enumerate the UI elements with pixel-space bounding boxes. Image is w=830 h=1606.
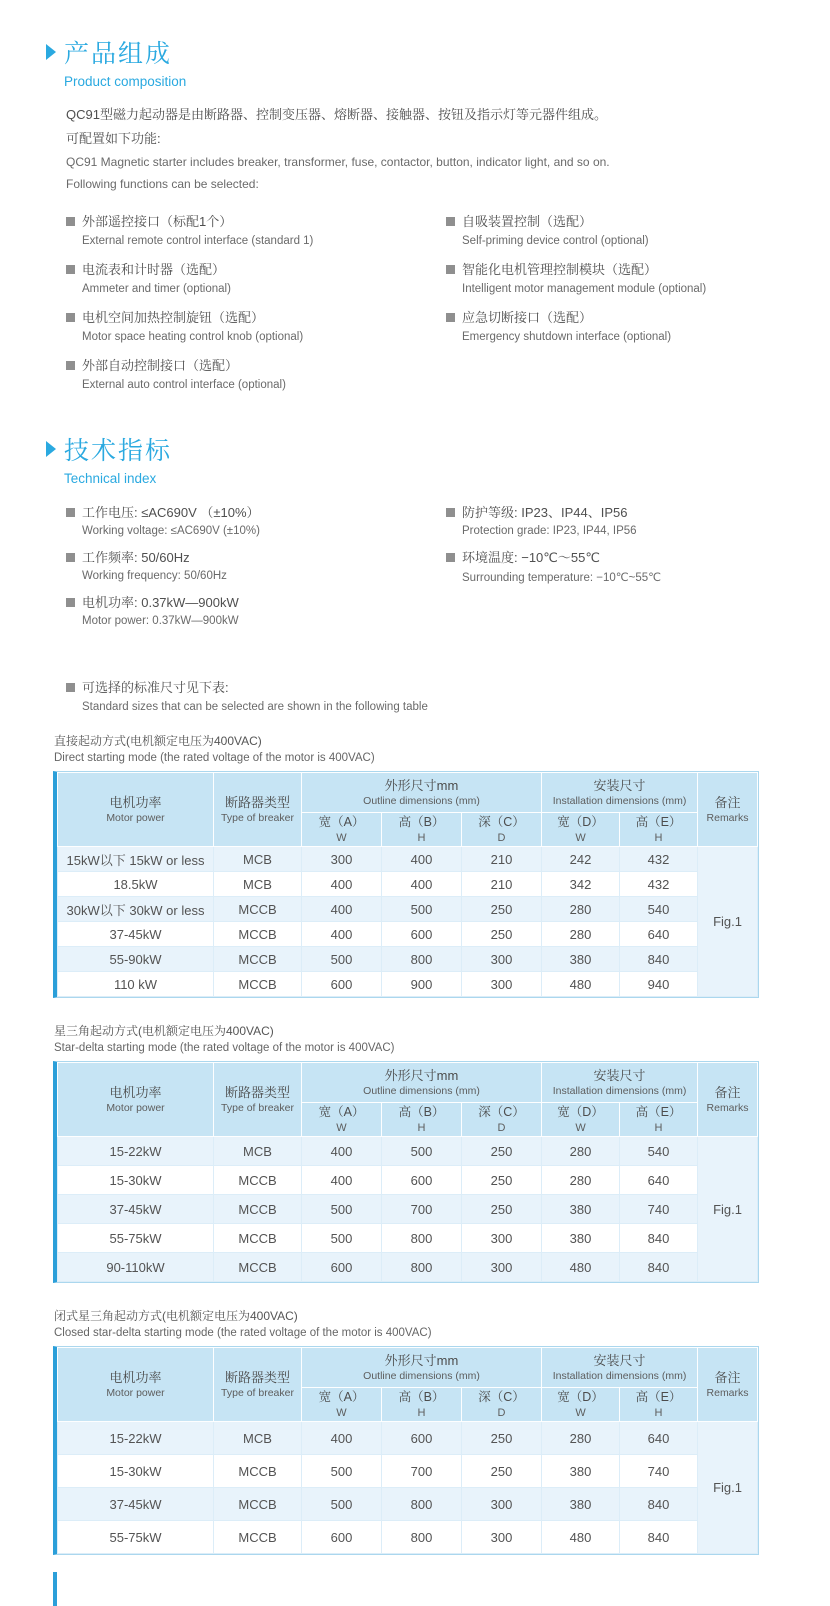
square-bullet-icon xyxy=(66,217,75,226)
table-cell: 15-30kW xyxy=(58,1455,214,1488)
table-cell: 37-45kW xyxy=(58,922,214,947)
section-title-en: Technical index xyxy=(64,471,157,486)
table-row xyxy=(58,1488,758,1521)
square-bullet-icon xyxy=(446,508,455,517)
table-cell: 250 xyxy=(462,1422,542,1455)
table-cell: 400 xyxy=(302,897,382,922)
square-bullet-icon xyxy=(446,553,455,562)
table-row xyxy=(58,872,758,897)
feature-label-en: Ammeter and timer (optional) xyxy=(82,283,231,295)
table-cell: 640 xyxy=(620,1166,698,1195)
table-row xyxy=(58,1063,758,1103)
table-cell: 210 xyxy=(462,872,542,897)
table-cell: 740 xyxy=(620,1455,698,1488)
features-right xyxy=(446,211,794,403)
table-cell: 110 kW xyxy=(58,972,214,997)
feature-item xyxy=(66,259,446,295)
square-bullet-icon xyxy=(446,265,455,274)
feature-label-en: External auto control interface (optional) xyxy=(82,379,286,391)
table-cell: 380 xyxy=(542,1455,620,1488)
table-row xyxy=(58,773,758,813)
table-cell: 280 xyxy=(542,897,620,922)
table-cell: 400 xyxy=(302,872,382,897)
table-cell: 250 xyxy=(462,1137,542,1166)
table-caption-cn: 闭式星三角起动方式(电机额定电压为400VAC) xyxy=(54,1309,298,1323)
table-cell: 500 xyxy=(382,897,462,922)
feature-item xyxy=(446,307,794,343)
square-bullet-icon xyxy=(66,683,75,692)
table-cell: 600 xyxy=(382,922,462,947)
spec-item xyxy=(66,502,446,537)
table-cell: 250 xyxy=(462,922,542,947)
note-cn: 可选择的标准尺寸见下表: xyxy=(82,680,229,695)
table-cell: 250 xyxy=(462,1166,542,1195)
table-row xyxy=(58,1253,758,1282)
dimension-table-host xyxy=(57,772,758,997)
dimension-table-host xyxy=(57,1347,758,1554)
table-row xyxy=(58,1224,758,1253)
spec-label-cn: 环境温度: −10℃～55℃ xyxy=(462,550,600,565)
table-cell: 400 xyxy=(302,1166,382,1195)
square-bullet-icon xyxy=(66,361,75,370)
table-cell: 840 xyxy=(620,1521,698,1554)
table-cell: 640 xyxy=(620,922,698,947)
spec-label-cn: 防护等级: IP23、IP44、IP56 xyxy=(462,505,628,520)
table-row xyxy=(58,1137,758,1166)
feature-label-en: Motor space heating control knob (optional) xyxy=(82,331,304,343)
table-header-cell: 电机功率 Motor power xyxy=(58,1063,214,1137)
table-header-cell: 备注 Remarks xyxy=(698,1348,758,1422)
table-header-cell: 高（E） H xyxy=(620,1388,698,1422)
table-cell: 480 xyxy=(542,1253,620,1282)
section-heading xyxy=(46,34,794,70)
table-cell: 600 xyxy=(302,1253,382,1282)
table-cell: 55-75kW xyxy=(58,1224,214,1253)
table-cell: MCCB xyxy=(214,1166,302,1195)
feature-label-cn: 电流表和计时器（选配） xyxy=(82,262,226,277)
feature-item xyxy=(66,355,446,391)
feature-label-cn: 外部自动控制接口（选配） xyxy=(82,358,239,373)
table-cell: 500 xyxy=(302,1455,382,1488)
intro-en-line2: Following functions can be selected: xyxy=(66,177,259,191)
section-title-cn: 产品组成 xyxy=(64,40,173,68)
table-cell: 540 xyxy=(620,1137,698,1166)
table-cell: 280 xyxy=(542,1137,620,1166)
table-block-star-delta xyxy=(46,1023,794,1288)
table-header-cell: 宽（D） W xyxy=(542,813,620,847)
table-cell: 500 xyxy=(302,1195,382,1224)
table-cell: 400 xyxy=(382,847,462,872)
table-header-cell: 高（E） H xyxy=(620,813,698,847)
table-cell: 380 xyxy=(542,1224,620,1253)
table-cell: MCB xyxy=(214,1422,302,1455)
intro-cn-line1: QC91型磁力起动器是由断路器、控制变压器、熔断器、接触器、按钮及指示灯等元器件组成。 xyxy=(66,107,607,122)
table-cell: 540 xyxy=(620,897,698,922)
feature-item xyxy=(446,211,794,247)
table-header-cell: 安装尺寸 Installation dimensions (mm) xyxy=(542,1348,698,1388)
dimension-table xyxy=(57,772,758,997)
table-header-cell: 备注 Remarks xyxy=(698,773,758,847)
section-title-en: Product composition xyxy=(64,74,187,89)
table-cell: MCB xyxy=(214,1137,302,1166)
table-cell: 342 xyxy=(542,872,620,897)
spec-label-cn: 工作频率: 50/60Hz xyxy=(82,550,190,565)
table-cell: 280 xyxy=(542,1422,620,1455)
table-cell: 480 xyxy=(542,972,620,997)
table-row xyxy=(58,1166,758,1195)
table-cell: 242 xyxy=(542,847,620,872)
table-cell: 250 xyxy=(462,1455,542,1488)
left-accent-bar xyxy=(53,1572,57,1606)
table-cell: Fig.1 xyxy=(698,1137,758,1282)
table-header-cell: 深（C） D xyxy=(462,1103,542,1137)
table-header-cell: 宽（A） W xyxy=(302,1103,382,1137)
spec-item xyxy=(446,502,794,537)
table-cell: 800 xyxy=(382,1521,462,1554)
table-cell: 500 xyxy=(302,947,382,972)
table-cell: 90-110kW xyxy=(58,1253,214,1282)
table-wrapper xyxy=(53,1346,759,1555)
table-cell: 400 xyxy=(302,922,382,947)
table-header-cell: 高（B） H xyxy=(382,813,462,847)
table-wrapper xyxy=(53,771,759,998)
table-cell: 380 xyxy=(542,1195,620,1224)
table-cell: MCCB xyxy=(214,1488,302,1521)
table-cell: 600 xyxy=(302,972,382,997)
feature-item xyxy=(446,259,794,295)
arrow-icon xyxy=(46,44,56,60)
table-row xyxy=(58,947,758,972)
spec-label-en: Working frequency: 50/60Hz xyxy=(82,570,227,582)
table-cell: 380 xyxy=(542,1488,620,1521)
arrow-icon xyxy=(46,441,56,457)
section-title-cn: 技术指标 xyxy=(64,437,173,465)
spec-label-en: Protection grade: IP23, IP44, IP56 xyxy=(462,525,637,537)
section-heading xyxy=(46,431,794,467)
table-header-cell: 宽（D） W xyxy=(542,1103,620,1137)
feature-item xyxy=(66,211,446,247)
table-cell: 300 xyxy=(462,1224,542,1253)
feature-label-cn: 自吸装置控制（选配） xyxy=(462,214,593,229)
table-cell: 37-45kW xyxy=(58,1488,214,1521)
table-cell: 900 xyxy=(382,972,462,997)
spec-item xyxy=(446,547,794,584)
table-row xyxy=(58,972,758,997)
square-bullet-icon xyxy=(66,508,75,517)
table-header-cell: 高（B） H xyxy=(382,1388,462,1422)
table-cell: MCCB xyxy=(214,897,302,922)
section-product-composition xyxy=(46,34,794,403)
intro-paragraph xyxy=(66,103,794,195)
table-cell: 600 xyxy=(382,1166,462,1195)
table-cell: MCCB xyxy=(214,1455,302,1488)
spec-item xyxy=(66,592,446,627)
feature-label-en: Emergency shutdown interface (optional) xyxy=(462,331,672,343)
table-cell: MCCB xyxy=(214,972,302,997)
table-cell: Fig.1 xyxy=(698,847,758,997)
spec-label-cn: 工作电压: ≤AC690V （±10%） xyxy=(82,505,260,520)
table-cell: MCB xyxy=(214,872,302,897)
table-row xyxy=(58,1521,758,1554)
table-cell: 380 xyxy=(542,947,620,972)
table-cell: 300 xyxy=(462,972,542,997)
table-cell: MCB xyxy=(214,847,302,872)
table-header-cell: 外形尺寸mm Outline dimensions (mm) xyxy=(302,1063,542,1103)
table-row xyxy=(58,1195,758,1224)
table-cell: MCCB xyxy=(214,1253,302,1282)
table-row xyxy=(58,847,758,872)
table-cell: 15kW以下 15kW or less xyxy=(58,847,214,872)
feature-label-en: External remote control interface (standard 1) xyxy=(82,235,314,247)
feature-item xyxy=(66,307,446,343)
intro-en-line1: QC91 Magnetic starter includes breaker, transformer, fuse, contactor, button, indicator light, and so on. xyxy=(66,155,610,169)
table-cell: 400 xyxy=(302,1137,382,1166)
table-header-cell: 宽（D） W xyxy=(542,1388,620,1422)
table-cell: 55-75kW xyxy=(58,1521,214,1554)
table-cell: 300 xyxy=(462,1521,542,1554)
table-cell: MCCB xyxy=(214,1224,302,1253)
note-en: Standard sizes that can be selected are shown in the following table xyxy=(82,701,428,713)
table-row xyxy=(58,1422,758,1455)
table-cell: 840 xyxy=(620,1253,698,1282)
table-header-cell: 电机功率 Motor power xyxy=(58,773,214,847)
table-cell: 840 xyxy=(620,1224,698,1253)
spec-list xyxy=(66,502,794,637)
spec-label-en: Working voltage: ≤AC690V (±10%) xyxy=(82,525,260,537)
table-cell: MCCB xyxy=(214,1195,302,1224)
table-row xyxy=(58,922,758,947)
dimension-table xyxy=(57,1062,758,1282)
table-block-closed-star-delta xyxy=(46,1308,794,1560)
spec-item xyxy=(66,547,446,582)
table-cell: MCCB xyxy=(214,1521,302,1554)
specs-left xyxy=(66,502,446,637)
table-cell: 250 xyxy=(462,897,542,922)
square-bullet-icon xyxy=(66,313,75,322)
table-cell: 500 xyxy=(302,1488,382,1521)
table-cell: 480 xyxy=(542,1521,620,1554)
square-bullet-icon xyxy=(446,313,455,322)
table-cell: 30kW以下 30kW or less xyxy=(58,897,214,922)
table-header-cell: 备注 Remarks xyxy=(698,1063,758,1137)
feature-label-cn: 电机空间加热控制旋钮（选配） xyxy=(82,310,265,325)
table-cell: 37-45kW xyxy=(58,1195,214,1224)
feature-label-cn: 应急切断接口（选配） xyxy=(462,310,593,325)
table-header-cell: 电机功率 Motor power xyxy=(58,1348,214,1422)
table-header-cell: 安装尺寸 Installation dimensions (mm) xyxy=(542,773,698,813)
table-cell: MCCB xyxy=(214,922,302,947)
table-cell: 700 xyxy=(382,1195,462,1224)
table-cell: 15-30kW xyxy=(58,1166,214,1195)
table-cell: 800 xyxy=(382,1488,462,1521)
square-bullet-icon xyxy=(446,217,455,226)
table-cell: 600 xyxy=(382,1422,462,1455)
table-cell: 300 xyxy=(462,1488,542,1521)
table-cell: 432 xyxy=(620,847,698,872)
spec-label-cn: 电机功率: 0.37kW—900kW xyxy=(82,595,239,610)
table-header-cell: 宽（A） W xyxy=(302,1388,382,1422)
table-cell: 280 xyxy=(542,922,620,947)
feature-list xyxy=(66,211,794,403)
table-cell: MCCB xyxy=(214,947,302,972)
table-caption-en: Direct starting mode (the rated voltage of the motor is 400VAC) xyxy=(54,752,375,764)
table-cell: 800 xyxy=(382,1224,462,1253)
table-header-cell: 高（B） H xyxy=(382,1103,462,1137)
table-cell: 500 xyxy=(382,1137,462,1166)
table-block-direct-starting xyxy=(46,733,794,1003)
table-cell: 280 xyxy=(542,1166,620,1195)
intro-cn-line2: 可配置如下功能: xyxy=(66,131,161,146)
table-caption-en: Closed star-delta starting mode (the rated voltage of the motor is 400VAC) xyxy=(54,1327,432,1339)
table-header-cell: 断路器类型 Type of breaker xyxy=(214,773,302,847)
table-cell: 500 xyxy=(302,1224,382,1253)
spec-label-en: Surrounding temperature: −10℃~55℃ xyxy=(462,572,662,584)
table-row xyxy=(58,897,758,922)
square-bullet-icon xyxy=(66,553,75,562)
table-header-cell: 外形尺寸mm Outline dimensions (mm) xyxy=(302,773,542,813)
table-cell: 400 xyxy=(302,1422,382,1455)
table-cell: 210 xyxy=(462,847,542,872)
table-caption-cn: 直接起动方式(电机额定电压为400VAC) xyxy=(54,734,262,748)
table-row xyxy=(58,1455,758,1488)
table-cell: 300 xyxy=(302,847,382,872)
table-cell: 800 xyxy=(382,1253,462,1282)
table-cell: 700 xyxy=(382,1455,462,1488)
table-wrapper xyxy=(53,1061,759,1283)
feature-label-en: Self-priming device control (optional) xyxy=(462,235,649,247)
feature-label-en: Intelligent motor management module (optional) xyxy=(462,283,707,295)
square-bullet-icon xyxy=(66,265,75,274)
table-header-cell: 深（C） D xyxy=(462,813,542,847)
table-cell: 55-90kW xyxy=(58,947,214,972)
dimension-table xyxy=(57,1347,758,1554)
table-cell: 300 xyxy=(462,947,542,972)
specs-right xyxy=(446,502,794,637)
spec-label-en: Motor power: 0.37kW—900kW xyxy=(82,615,239,627)
table-cell: 940 xyxy=(620,972,698,997)
table-cell: 432 xyxy=(620,872,698,897)
table-cell: 15-22kW xyxy=(58,1422,214,1455)
table-header-cell: 安装尺寸 Installation dimensions (mm) xyxy=(542,1063,698,1103)
table-cell: 400 xyxy=(382,872,462,897)
dimension-table-host xyxy=(57,1062,758,1282)
table-cell: 18.5kW xyxy=(58,872,214,897)
table-caption-cn: 星三角起动方式(电机额定电压为400VAC) xyxy=(54,1024,274,1038)
table-cell: 740 xyxy=(620,1195,698,1224)
table-cell: Fig.1 xyxy=(698,1422,758,1554)
table-header-cell: 深（C） D xyxy=(462,1388,542,1422)
table-cell: 600 xyxy=(302,1521,382,1554)
section-technical-index xyxy=(46,431,794,637)
feature-label-cn: 外部遥控接口（标配1个） xyxy=(82,214,233,229)
features-left xyxy=(66,211,446,403)
table-cell: 250 xyxy=(462,1195,542,1224)
table-caption-en: Star-delta starting mode (the rated voltage of the motor is 400VAC) xyxy=(54,1042,395,1054)
table-header-cell: 宽（A） W xyxy=(302,813,382,847)
standard-sizes-note xyxy=(66,677,794,713)
table-cell: 15-22kW xyxy=(58,1137,214,1166)
feature-label-cn: 智能化电机管理控制模块（选配） xyxy=(462,262,658,277)
table-header-cell: 高（E） H xyxy=(620,1103,698,1137)
table-row xyxy=(58,1348,758,1388)
table-cell: 800 xyxy=(382,947,462,972)
table-cell: 840 xyxy=(620,1488,698,1521)
table-header-cell: 断路器类型 Type of breaker xyxy=(214,1063,302,1137)
square-bullet-icon xyxy=(66,598,75,607)
table-cell: 640 xyxy=(620,1422,698,1455)
table-header-cell: 断路器类型 Type of breaker xyxy=(214,1348,302,1422)
table-header-cell: 外形尺寸mm Outline dimensions (mm) xyxy=(302,1348,542,1388)
table-cell: 300 xyxy=(462,1253,542,1282)
table-cell: 840 xyxy=(620,947,698,972)
